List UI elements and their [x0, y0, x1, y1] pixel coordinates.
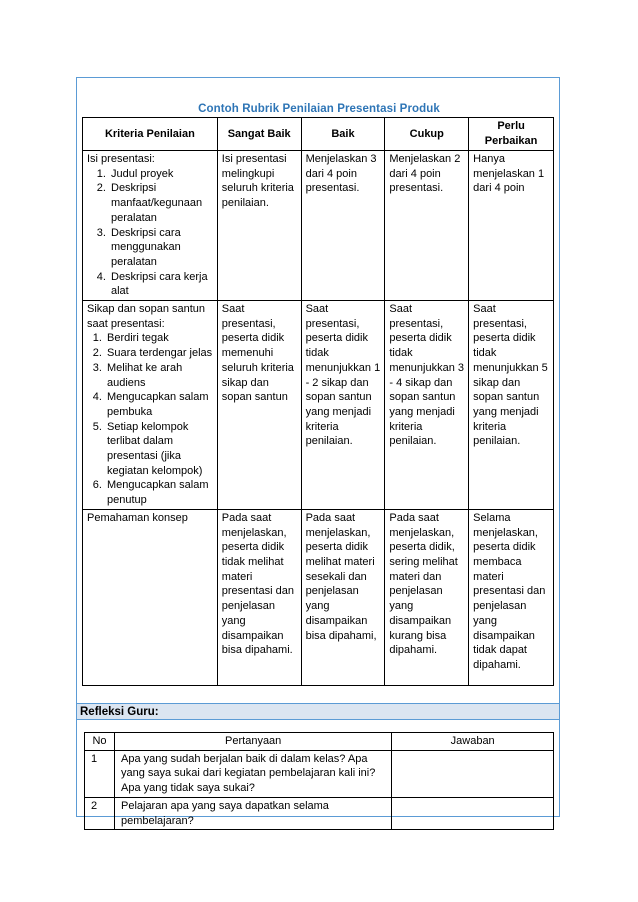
question-cell: Apa yang sudah berjalan baik di dalam kelas? Apa yang saya sukai dari kegiatan pembelajaran kali ini? Apa yang tidak saya sukai? [114, 750, 391, 797]
header-pertanyaan: Pertanyaan [114, 733, 391, 751]
criteria-item: 1. Judul proyek [109, 167, 213, 182]
header-kriteria: Kriteria Penilaian [83, 118, 218, 151]
reflection-row [85, 750, 554, 797]
score-cell: Menjelaskan 2 dari 4 poin presentasi. [385, 151, 469, 301]
criteria-cell: Pemahaman konsep [83, 509, 218, 685]
score-cell: Selama menjelaskan, peserta didik membaca materi presentasi dan penjelasan yang disampaikan tidak dapat dipahami. [469, 509, 554, 685]
rubric-header-row [83, 118, 554, 151]
row-number: 2 [85, 797, 115, 829]
header-perlu-perbaikan: Perlu Perbaikan [469, 118, 554, 151]
reflection-table [84, 732, 554, 830]
criteria-item: 4. Mengucapkan salam pembuka [105, 390, 213, 419]
header-no: No [85, 733, 115, 751]
criteria-item: 3. Melihat ke arah audiens [105, 361, 213, 390]
criteria-item: 6. Mengucapkan salam penutup [105, 478, 213, 507]
rubric-title: Contoh Rubrik Penilaian Presentasi Produk [198, 103, 440, 115]
score-cell: Pada saat menjelaskan, peserta didik melihat materi sesekali dan penjelasan yang disampaikan bisa dipahami, [301, 509, 385, 685]
question-cell: Pelajaran apa yang saya dapatkan selama pembelajaran? [114, 797, 391, 829]
criteria-item: 3. Deskripsi cara menggunakan peralatan [109, 226, 213, 270]
criteria-item: 5. Setiap kelompok terlibat dalam presentasi (jika kegiatan kelompok) [105, 420, 213, 479]
header-cukup: Cukup [385, 118, 469, 151]
score-cell: Saat presentasi, peserta didik tidak menunjukkan 1 - 2 sikap dan sopan santun yang menjadi kriteria penilaian. [301, 301, 385, 510]
score-cell: Saat presentasi, peserta didik tidak menunjukkan 5 sikap dan sopan santun yang menjadi kriteria penilaian. [469, 301, 554, 510]
criteria-cell [83, 151, 218, 301]
criteria-item: 2. Deskripsi manfaat/kegunaan peralatan [109, 181, 213, 225]
reflection-row [85, 797, 554, 829]
header-sangat-baik: Sangat Baik [217, 118, 301, 151]
score-cell: Pada saat menjelaskan, peserta didik, sering melihat materi dan penjelasan yang disampaikan kurang bisa dipahami. [385, 509, 469, 685]
rubric-row-isi [83, 151, 554, 301]
score-cell: Isi presentasi melingkupi seluruh kriteria penilaian. [217, 151, 301, 301]
reflection-heading: Refleksi Guru: [77, 703, 559, 720]
score-cell: Saat presentasi, peserta didik tidak menunjukkan 3 - 4 sikap dan sopan santun yang menjadi kriteria penilaian. [385, 301, 469, 510]
header-baik: Baik [301, 118, 385, 151]
criteria-title: Sikap dan sopan santun saat presentasi: [87, 303, 206, 330]
rubric-row-sikap [83, 301, 554, 510]
rubric-table [82, 117, 554, 686]
score-cell: Pada saat menjelaskan, peserta didik tidak melihat materi presentasi dan penjelasan yang disampaikan bisa dipahami. [217, 509, 301, 685]
criteria-cell [83, 301, 218, 510]
rubric-row-pemahaman [83, 509, 554, 685]
score-cell: Saat presentasi, peserta didik memenuhi seluruh kriteria sikap dan sopan santun [217, 301, 301, 510]
score-cell: Hanya menjelaskan 1 dari 4 poin [469, 151, 554, 301]
score-cell: Menjelaskan 3 dari 4 poin presentasi. [301, 151, 385, 301]
criteria-item: 1. Berdiri tegak [105, 331, 213, 346]
criteria-item: 4. Deskripsi cara kerja alat [109, 270, 213, 299]
row-number: 1 [85, 750, 115, 797]
criteria-item: 2. Suara terdengar jelas [105, 346, 213, 361]
criteria-title: Isi presentasi: [87, 153, 155, 165]
answer-cell[interactable] [392, 750, 554, 797]
header-jawaban: Jawaban [392, 733, 554, 751]
answer-cell[interactable] [392, 797, 554, 829]
reflection-header-row [85, 733, 554, 751]
